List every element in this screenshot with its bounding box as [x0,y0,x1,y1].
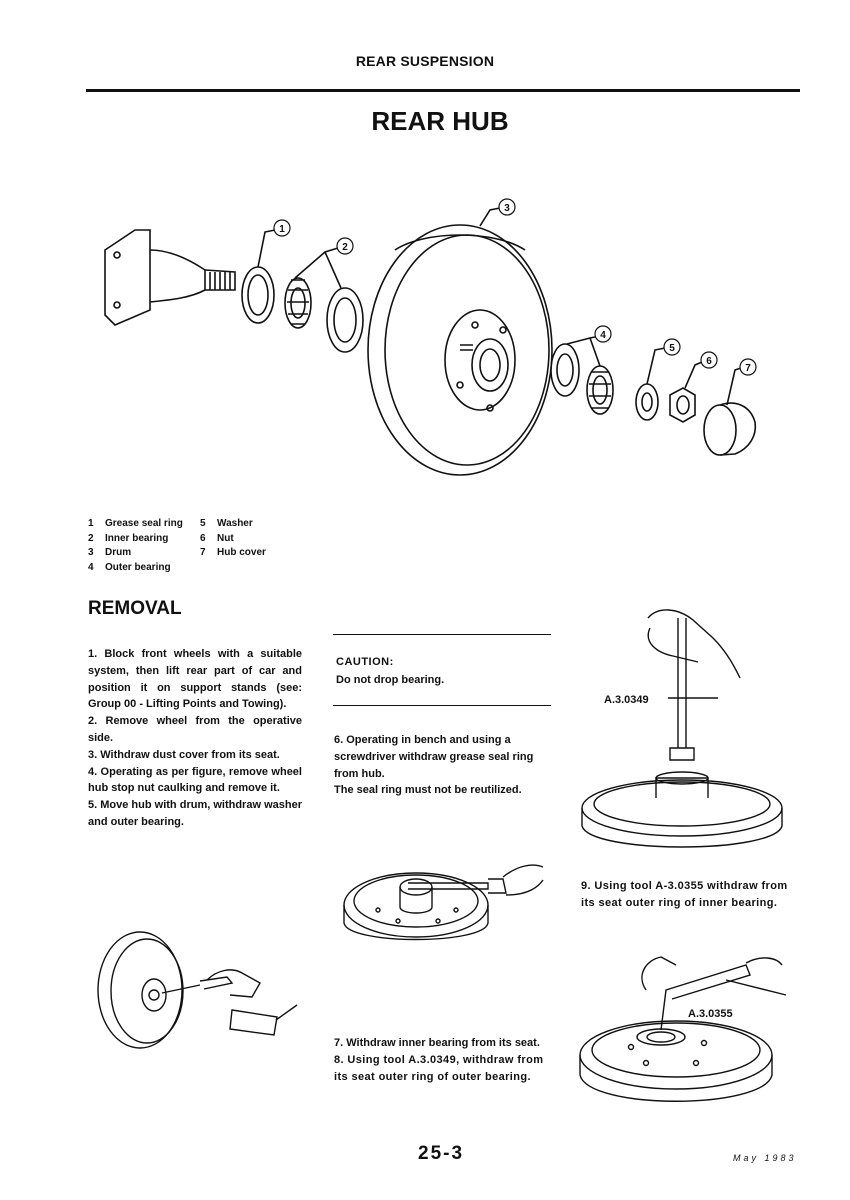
legend-label: Grease seal ring [105,518,183,529]
callout-7-label: 7 [745,363,751,374]
step-8: 8. Using tool A.3.0349, withdraw from its seat outer ring of outer bearing. [334,1053,544,1083]
callout-1-label: 1 [279,224,285,235]
figure-tool-a30349 [578,598,798,860]
callout-1 [274,220,290,236]
callout-5 [664,339,680,355]
callout-4 [595,326,611,342]
step-6-note: The seal ring must not be reutilized. [334,784,522,797]
legend-row [88,561,266,576]
hub-cover [704,403,755,455]
inner-bearing [285,278,363,352]
callout-4-label: 4 [600,330,606,341]
brake-drum [368,225,552,475]
callout-2 [337,238,353,254]
callout-3 [499,199,515,215]
stub-axle [105,230,235,325]
step-3: 3. Withdraw dust cover from its seat. [88,748,280,761]
legend-num: 5 [200,518,206,529]
step-9: 9. Using tool A-3.0355 withdraw from its seat outer ring of inner bearing. [581,880,788,909]
legend-row [88,517,266,532]
page-date: May 1983 [733,1153,797,1163]
outer-bearing [551,344,613,414]
step-5: 5. Move hub with drum, withdraw washer and outer bearing. [88,799,302,828]
legend-num: 7 [200,547,206,558]
caution-title: CAUTION: [336,656,394,668]
grease-seal-ring [242,267,274,323]
legend-label: Drum [105,547,132,558]
tool-label-a30355: A.3.0355 [688,1008,733,1020]
page-number: 25-3 [418,1143,465,1164]
caution-text: Do not drop bearing. [336,674,445,686]
legend-num: 1 [88,518,94,529]
step-4: 4. Operating as per figure, remove wheel hub stop nut caulking and remove it. [88,765,302,795]
legend-label: Nut [217,532,234,544]
callout-2-label: 2 [342,242,348,253]
legend-num: 6 [200,532,206,544]
figure-remove-nut [92,925,304,1055]
callout-3-label: 3 [504,203,510,214]
callout-5-label: 5 [669,343,675,354]
washer [636,384,658,420]
legend-label: Hub cover [217,547,266,558]
figure-tool-a30355 [576,935,798,1130]
legend-num: 2 [88,532,94,544]
tool-label-a30349: A.3.0349 [604,694,649,706]
step-1: 1. Block front wheels with a suitable system, then lift rear part of car and position it on support stands (see: Group 00 - Lifting Points and Towing). [88,648,302,711]
callout-6-label: 6 [706,356,712,367]
legend-label: Outer bearing [105,561,171,573]
step-6-block [334,732,550,799]
header-rule [86,89,800,92]
callout-6 [701,352,717,368]
legend-num: 3 [88,547,94,558]
step-2: 2. Remove wheel from the operative side. [88,715,302,744]
section-header: REAR SUSPENSION [355,53,495,69]
step-6: 6. Operating in bench and using a screwdriver withdraw grease seal ring from hub. [334,734,534,780]
legend-row [88,546,266,561]
step-7: 7. Withdraw inner bearing from its seat. [334,1037,540,1049]
callout-7 [740,359,756,375]
caution-box [333,634,551,706]
parts-legend [88,517,266,575]
figure-seal-removal [338,855,550,970]
legend-label: Inner bearing [105,532,169,544]
legend-label: Washer [217,518,253,529]
exploded-hub-diagram [95,190,775,490]
hub-nut [670,388,695,422]
legend-row [88,532,266,547]
page-title: REAR HUB [371,106,509,136]
removal-heading: REMOVAL [88,598,182,619]
removal-steps [88,646,302,831]
step-7-8-block [334,1035,550,1085]
legend-num: 4 [88,561,94,573]
